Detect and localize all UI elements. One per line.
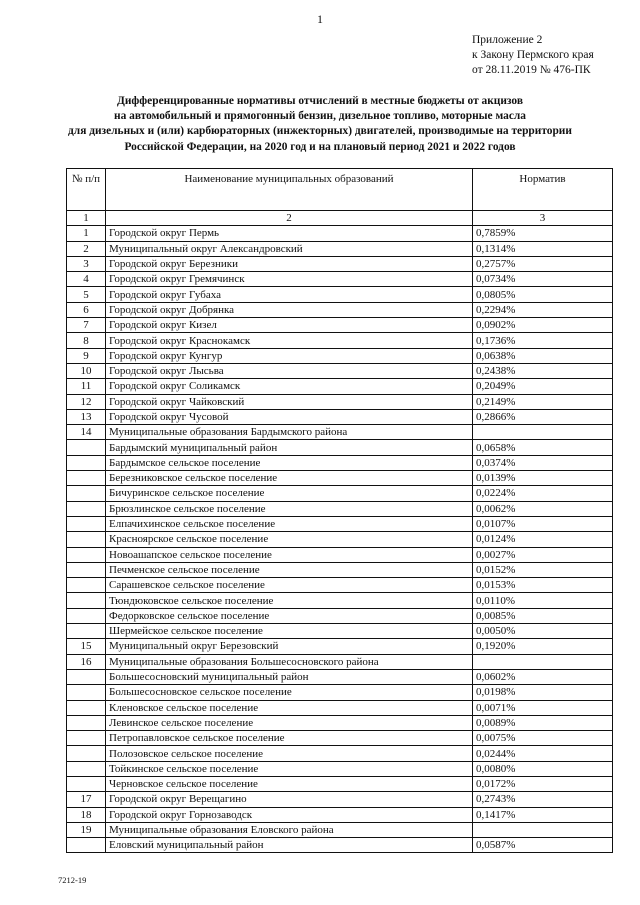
row-value: 0,0050%: [473, 624, 613, 639]
table-row: [67, 471, 613, 486]
row-name: Городской округ Краснокамск: [106, 333, 473, 348]
row-name: Муниципальный округ Александровский: [106, 241, 473, 256]
row-number: [67, 715, 106, 730]
row-value: 0,2149%: [473, 394, 613, 409]
row-value: [473, 654, 613, 669]
row-name: Сарашевское сельское поселение: [106, 578, 473, 593]
row-number: 17: [67, 792, 106, 807]
row-value: 0,0902%: [473, 318, 613, 333]
row-name: Красноярское сельское поселение: [106, 532, 473, 547]
row-number: [67, 624, 106, 639]
row-value: 0,0110%: [473, 593, 613, 608]
header-num: № п/п: [67, 169, 106, 211]
row-number: 6: [67, 302, 106, 317]
row-number: [67, 532, 106, 547]
table-row: [67, 639, 613, 654]
header-norm: Норматив: [473, 169, 613, 211]
row-name: Бардымское сельское поселение: [106, 455, 473, 470]
row-number: [67, 700, 106, 715]
row-value: 0,1314%: [473, 241, 613, 256]
row-name: Петропавловское сельское поселение: [106, 731, 473, 746]
table-header-row: [67, 169, 613, 211]
table-row: [67, 562, 613, 577]
table-row: [67, 807, 613, 822]
row-name: Городской округ Кунгур: [106, 348, 473, 363]
table-row: [67, 333, 613, 348]
row-value: 0,0602%: [473, 669, 613, 684]
row-number: [67, 562, 106, 577]
table-row: [67, 792, 613, 807]
row-value: 0,2757%: [473, 256, 613, 271]
footer-code: 7212-19: [58, 875, 87, 885]
row-name: Новоашапское сельское поселение: [106, 547, 473, 562]
row-value: 0,0027%: [473, 547, 613, 562]
row-number: [67, 685, 106, 700]
row-name: Печменское сельское поселение: [106, 562, 473, 577]
row-value: 0,0198%: [473, 685, 613, 700]
row-name: Бичуринское сельское поселение: [106, 486, 473, 501]
table-row: [67, 532, 613, 547]
row-name: Черновское сельское поселение: [106, 776, 473, 791]
table-row: [67, 318, 613, 333]
row-value: 0,0244%: [473, 746, 613, 761]
table-row: [67, 685, 613, 700]
table-row: [67, 715, 613, 730]
row-value: 0,0734%: [473, 272, 613, 287]
row-name: Городской округ Добрянка: [106, 302, 473, 317]
row-value: 0,0224%: [473, 486, 613, 501]
row-number: 14: [67, 425, 106, 440]
row-value: 0,0374%: [473, 455, 613, 470]
table-row: [67, 608, 613, 623]
table-row: [67, 593, 613, 608]
row-name: Муниципальные образования Большесосновского района: [106, 654, 473, 669]
row-value: 0,0124%: [473, 532, 613, 547]
row-value: 0,0153%: [473, 578, 613, 593]
row-value: 0,2438%: [473, 363, 613, 378]
row-name: Городской округ Кизел: [106, 318, 473, 333]
appendix-reference: [472, 33, 594, 78]
table-row: [67, 547, 613, 562]
row-value: 0,0152%: [473, 562, 613, 577]
table-row: [67, 425, 613, 440]
row-name: Городской округ Пермь: [106, 226, 473, 241]
row-name: Кленовское сельское поселение: [106, 700, 473, 715]
row-name: Брюзлинское сельское поселение: [106, 501, 473, 516]
row-number: [67, 776, 106, 791]
table-row: [67, 746, 613, 761]
row-number: [67, 578, 106, 593]
row-value: 0,0075%: [473, 731, 613, 746]
table-row: [67, 822, 613, 837]
row-number: 16: [67, 654, 106, 669]
row-value: 0,0071%: [473, 700, 613, 715]
row-value: 0,0107%: [473, 516, 613, 531]
table-row: [67, 731, 613, 746]
table-row: [67, 516, 613, 531]
table-row: [67, 501, 613, 516]
row-number: [67, 501, 106, 516]
row-name: Большесосновское сельское поселение: [106, 685, 473, 700]
column-index-row: [67, 211, 613, 226]
row-number: 19: [67, 822, 106, 837]
table-row: [67, 838, 613, 853]
row-name: Большесосновский муниципальный район: [106, 669, 473, 684]
row-name: Городской округ Губаха: [106, 287, 473, 302]
row-name: Городской округ Соликамск: [106, 379, 473, 394]
row-number: 1: [67, 226, 106, 241]
table-row: [67, 624, 613, 639]
title-line-3: для дизельных и (или) карбюраторных (инжекторных) двигателей, производимые на территории: [68, 125, 572, 138]
row-value: 0,1736%: [473, 333, 613, 348]
column-index: 1: [67, 211, 106, 226]
row-name: Городской округ Чусовой: [106, 409, 473, 424]
row-number: [67, 669, 106, 684]
row-name: Муниципальный округ Березовский: [106, 639, 473, 654]
row-number: [67, 761, 106, 776]
table-row: [67, 241, 613, 256]
row-value: 0,0080%: [473, 761, 613, 776]
row-number: 5: [67, 287, 106, 302]
row-name: Шермейское сельское поселение: [106, 624, 473, 639]
table-row: [67, 348, 613, 363]
row-value: 0,0638%: [473, 348, 613, 363]
table-row: [67, 440, 613, 455]
row-value: [473, 822, 613, 837]
row-number: [67, 440, 106, 455]
row-name: Тойкинское сельское поселение: [106, 761, 473, 776]
row-number: 3: [67, 256, 106, 271]
table-row: [67, 669, 613, 684]
row-value: 0,1417%: [473, 807, 613, 822]
column-index: 2: [106, 211, 473, 226]
norms-table: [66, 168, 613, 853]
row-name: Городской округ Гремячинск: [106, 272, 473, 287]
row-name: Полозовское сельское поселение: [106, 746, 473, 761]
row-name: Березниковское сельское поселение: [106, 471, 473, 486]
row-value: 0,2866%: [473, 409, 613, 424]
table-row: [67, 287, 613, 302]
table-row: [67, 394, 613, 409]
row-value: 0,2743%: [473, 792, 613, 807]
row-number: [67, 471, 106, 486]
row-name: Федорковское сельское поселение: [106, 608, 473, 623]
table-row: [67, 700, 613, 715]
row-name: Тюндюковское сельское поселение: [106, 593, 473, 608]
row-number: [67, 746, 106, 761]
row-name: Городской округ Лысьва: [106, 363, 473, 378]
title-line-1: Дифференцированные нормативы отчислений в местные бюджеты от акцизов: [117, 95, 523, 107]
table-row: [67, 486, 613, 501]
row-name: Городской округ Горнозаводск: [106, 807, 473, 822]
row-number: 12: [67, 394, 106, 409]
row-value: 0,0089%: [473, 715, 613, 730]
row-name: Муниципальные образования Бардымского района: [106, 425, 473, 440]
row-name: Левинское сельское поселение: [106, 715, 473, 730]
row-number: [67, 516, 106, 531]
row-number: 8: [67, 333, 106, 348]
row-number: 7: [67, 318, 106, 333]
page-number: 1: [317, 12, 323, 26]
row-value: 0,0085%: [473, 608, 613, 623]
table-row: [67, 654, 613, 669]
row-value: 0,0805%: [473, 287, 613, 302]
document-title: [0, 94, 640, 155]
row-name: Елпачихинское сельское поселение: [106, 516, 473, 531]
row-value: 0,2294%: [473, 302, 613, 317]
appendix-line-2: к Закону Пермского края: [472, 49, 594, 61]
row-value: [473, 425, 613, 440]
row-number: [67, 608, 106, 623]
appendix-line-3: от 28.11.2019 № 476-ПК: [472, 64, 591, 76]
table-row: [67, 363, 613, 378]
row-number: 10: [67, 363, 106, 378]
table-row: [67, 226, 613, 241]
row-number: 2: [67, 241, 106, 256]
row-name: Городской округ Чайковский: [106, 394, 473, 409]
row-name: Городской округ Березники: [106, 256, 473, 271]
table-row: [67, 455, 613, 470]
table-row: [67, 776, 613, 791]
row-name: Городской округ Верещагино: [106, 792, 473, 807]
row-value: 0,2049%: [473, 379, 613, 394]
table-row: [67, 409, 613, 424]
row-value: 0,0139%: [473, 471, 613, 486]
title-line-4: Российской Федерации, на 2020 год и на плановый период 2021 и 2022 годов: [124, 140, 516, 153]
row-number: 4: [67, 272, 106, 287]
row-number: [67, 593, 106, 608]
table-row: [67, 578, 613, 593]
table-row: [67, 272, 613, 287]
appendix-line-1: Приложение 2: [472, 34, 543, 46]
row-number: [67, 486, 106, 501]
column-index: 3: [473, 211, 613, 226]
row-number: [67, 838, 106, 853]
row-number: 11: [67, 379, 106, 394]
row-value: 0,0587%: [473, 838, 613, 853]
row-value: 0,0172%: [473, 776, 613, 791]
row-number: 15: [67, 639, 106, 654]
row-value: 0,0658%: [473, 440, 613, 455]
row-name: Бардымский муниципальный район: [106, 440, 473, 455]
table-row: [67, 302, 613, 317]
row-value: 0,7859%: [473, 226, 613, 241]
title-line-2: на автомобильный и прямогонный бензин, дизельное топливо, моторные масла: [114, 110, 526, 123]
row-value: 0,0062%: [473, 501, 613, 516]
row-number: 9: [67, 348, 106, 363]
row-number: 18: [67, 807, 106, 822]
row-name: Еловский муниципальный район: [106, 838, 473, 853]
header-name: Наименование муниципальных образований: [106, 169, 473, 211]
row-number: [67, 731, 106, 746]
row-number: [67, 547, 106, 562]
table-row: [67, 379, 613, 394]
table-row: [67, 761, 613, 776]
row-value: 0,1920%: [473, 639, 613, 654]
row-number: [67, 455, 106, 470]
row-name: Муниципальные образования Еловского района: [106, 822, 473, 837]
table-row: [67, 256, 613, 271]
row-number: 13: [67, 409, 106, 424]
